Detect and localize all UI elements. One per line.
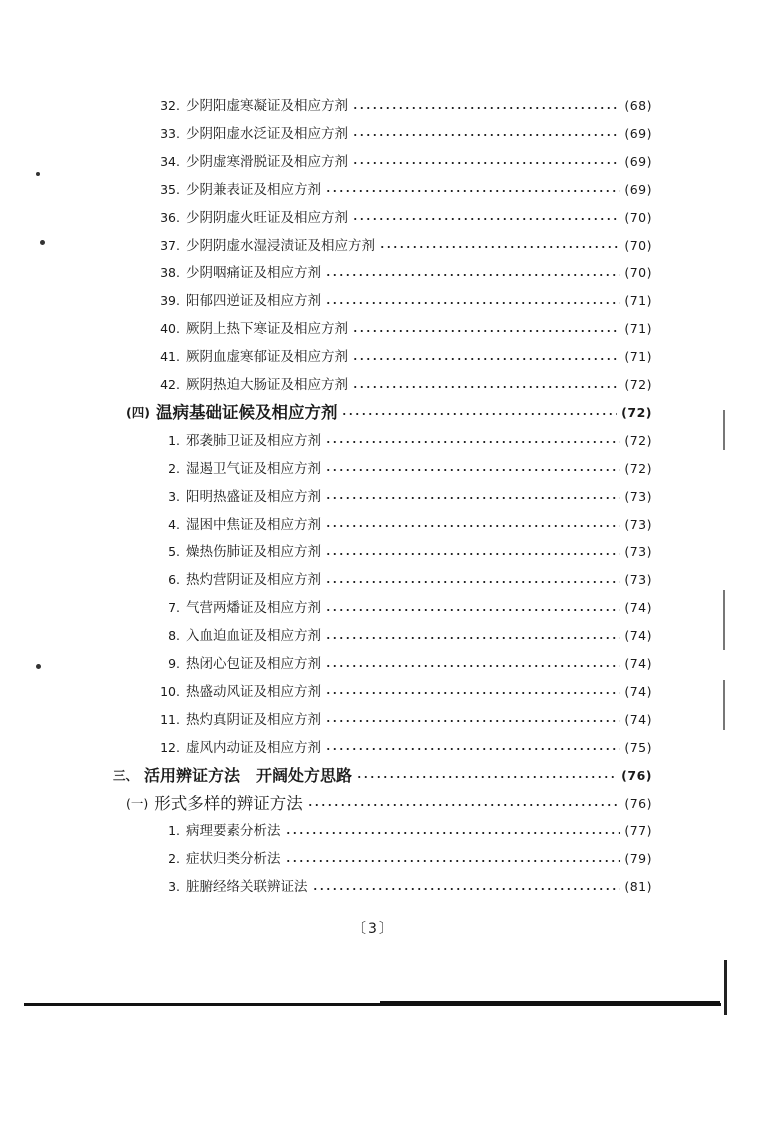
toc-entry-page: (72) (624, 432, 652, 448)
toc-entry (152, 595, 652, 621)
dot-leader (325, 720, 620, 722)
toc-entry-number: (一) (126, 795, 149, 811)
dot-leader (341, 413, 617, 415)
toc-entry (152, 567, 652, 593)
toc-entry-number: 10. (160, 683, 180, 699)
toc-entry-page: (70) (624, 265, 652, 281)
toc-entry-title: 湿困中焦证及相应方剂 (186, 516, 321, 533)
toc-entry (152, 260, 652, 286)
toc-entry-title: 厥阴血虚寒郁证及相应方剂 (186, 349, 348, 366)
dot-leader (325, 637, 620, 639)
toc-entry (152, 233, 652, 259)
dot-leader (307, 804, 621, 806)
toc-entry-page: (76) (621, 767, 652, 783)
toc-entry-number: 11. (160, 711, 180, 727)
dot-leader (352, 134, 620, 136)
toc-entry-page: (74) (624, 683, 652, 699)
toc-entry-number: 8. (168, 628, 180, 644)
toc-entry (152, 735, 652, 761)
toc-entry (152, 846, 652, 872)
toc-entry-title: 少阴咽痛证及相应方剂 (186, 265, 321, 282)
toc-entry-page: (77) (624, 823, 652, 839)
toc-entry (152, 679, 652, 705)
dot-leader (325, 581, 620, 583)
dot-leader (325, 190, 620, 192)
toc-entry-title: 热闭心包证及相应方剂 (186, 656, 321, 672)
dot-leader (352, 330, 620, 332)
toc-entry-title: 湿遏卫气证及相应方剂 (186, 460, 321, 477)
toc-entry-page: (76) (624, 795, 652, 811)
toc-entry-number: 33. (160, 125, 180, 141)
toc-entry-number: 41. (160, 349, 180, 365)
toc-entry-number: 三、 (113, 767, 139, 783)
dot-leader (325, 525, 620, 527)
toc-entry-page: (70) (624, 209, 652, 225)
toc-entry-number: 40. (160, 321, 180, 337)
toc-entry-title: 入血迫血证及相应方剂 (186, 628, 321, 645)
toc-entry-title: 活用辨证方法 开阔处方思路 (144, 765, 353, 785)
toc-entry (152, 651, 652, 677)
toc-entry-number: 1. (168, 823, 180, 839)
scan-speck (36, 172, 40, 176)
dot-leader (325, 469, 620, 471)
toc-entry (152, 177, 652, 203)
toc-entry-title: 少阴虚寒滑脱证及相应方剂 (186, 153, 348, 170)
toc-entry-title: 症状归类分析法 (186, 851, 281, 868)
dot-leader (325, 553, 620, 555)
dot-leader (325, 302, 620, 304)
scan-edge-mark (724, 960, 727, 1015)
toc-entry-number: 3. (168, 488, 180, 504)
toc-entry-page: (74) (624, 656, 652, 671)
toc-entry-page: (75) (624, 739, 652, 755)
toc-entry-page: (73) (624, 488, 652, 504)
toc-entry-title: 形式多样的辨证方法 (154, 793, 303, 813)
toc-entry-title: 少阴阴虚水湿浸渍证及相应方剂 (186, 237, 375, 254)
dot-leader (285, 832, 621, 834)
dot-leader (285, 860, 621, 862)
toc-entry (152, 316, 652, 342)
toc-entry (152, 344, 652, 370)
toc-entry-page: (69) (624, 125, 652, 141)
toc-entry-page: (73) (624, 572, 652, 588)
toc-entry-number: (四) (126, 404, 150, 420)
toc-entry (152, 539, 652, 565)
dot-leader (325, 748, 620, 750)
toc-entry (126, 400, 652, 426)
toc-entry (152, 456, 652, 482)
toc-entry (152, 428, 652, 454)
toc-entry-number: 37. (160, 237, 180, 253)
scan-edge-mark (723, 680, 725, 730)
toc-entry (152, 93, 652, 119)
toc-entry-title: 温病基础证候及相应方剂 (155, 402, 338, 422)
toc-entry (152, 512, 652, 538)
dot-leader (352, 107, 620, 109)
toc-entry (152, 288, 652, 314)
dot-leader (325, 665, 620, 667)
scan-edge-mark (723, 590, 725, 650)
toc-entry-title: 热灼真阴证及相应方剂 (186, 711, 321, 728)
toc-entry (152, 149, 652, 175)
toc-entry (113, 763, 652, 789)
toc-entry-number: 7. (168, 600, 180, 616)
toc-entry (152, 874, 652, 900)
toc-entry-number: 36. (160, 209, 180, 225)
toc-entry-page: (72) (624, 460, 652, 476)
toc-entry-number: 2. (168, 460, 180, 476)
toc-entry (152, 205, 652, 231)
toc-entry-title: 少阴阳虚水泛证及相应方剂 (186, 125, 348, 142)
toc-entry-number: 4. (168, 516, 180, 532)
toc-entry-number: 32. (160, 98, 180, 113)
toc-entry-page: (69) (624, 153, 652, 169)
scan-edge-mark (723, 410, 725, 450)
toc-entry-page: (81) (624, 879, 652, 895)
toc-entry (152, 707, 652, 733)
scan-speck (40, 240, 45, 245)
toc-entry-title: 气营两燔证及相应方剂 (186, 600, 321, 617)
toc-entry-number: 5. (168, 544, 180, 560)
toc-entry-page: (71) (624, 321, 652, 337)
dot-leader (325, 692, 620, 694)
toc-entry-title: 虚风内动证及相应方剂 (186, 739, 321, 756)
toc-entry (152, 121, 652, 147)
toc-entry-title: 厥阴热迫大肠证及相应方剂 (186, 377, 348, 393)
toc-entry-title: 热盛动风证及相应方剂 (186, 683, 321, 700)
toc-entry (152, 818, 652, 844)
bottom-rule-thick (380, 1001, 720, 1005)
toc-entry-page: (74) (624, 600, 652, 616)
toc-entry-page: (70) (624, 237, 652, 253)
dot-leader (352, 218, 620, 220)
toc-entry-number: 42. (160, 377, 180, 392)
toc-entry-title: 阳明热盛证及相应方剂 (186, 488, 321, 505)
toc-entry-title: 脏腑经络关联辨证法 (186, 879, 308, 896)
toc-entry-page: (71) (624, 293, 652, 309)
toc-entry-page: (72) (621, 404, 652, 420)
dot-leader (352, 162, 620, 164)
dot-leader (312, 888, 621, 890)
toc-entry-title: 少阴阳虚寒凝证及相应方剂 (186, 98, 348, 114)
toc-entry (152, 484, 652, 510)
toc-entry-title: 病理要素分析法 (186, 823, 281, 840)
toc-entry (126, 791, 652, 817)
toc-entry-page: (79) (624, 851, 652, 867)
toc-entry-page: (74) (624, 711, 652, 727)
toc-entry-page: (74) (624, 628, 652, 644)
toc-entry-page: (73) (624, 516, 652, 532)
toc-entry-title: 厥阴上热下寒证及相应方剂 (186, 321, 348, 338)
dot-leader (352, 358, 620, 360)
toc-entry-title: 阳郁四逆证及相应方剂 (186, 293, 321, 310)
toc-entry-title: 少阴阴虚火旺证及相应方剂 (186, 209, 348, 226)
dot-leader (356, 776, 617, 778)
dot-leader (325, 274, 620, 276)
toc-entry-number: 1. (168, 432, 180, 448)
toc-entry-number: 3. (168, 879, 180, 895)
dot-leader (325, 441, 620, 443)
toc-entry-number: 35. (160, 181, 180, 197)
dot-leader (325, 497, 620, 499)
toc-entry-number: 9. (168, 656, 180, 671)
dot-leader (379, 246, 620, 248)
scan-speck (36, 664, 41, 669)
toc-entry-number: 34. (160, 153, 180, 169)
toc-entry (152, 372, 652, 398)
toc-entry-number: 6. (168, 572, 180, 588)
dot-leader (352, 386, 620, 388)
dot-leader (325, 609, 620, 611)
toc-entry-title: 少阴兼表证及相应方剂 (186, 181, 321, 198)
toc-entry (152, 623, 652, 649)
toc-entry-title: 燥热伤肺证及相应方剂 (186, 544, 321, 561)
toc-entry-page: (72) (624, 377, 652, 392)
toc-entry-page: (71) (624, 349, 652, 365)
toc-entry-number: 38. (160, 265, 180, 281)
toc-entry-number: 39. (160, 293, 180, 309)
toc-entry-page: (69) (624, 181, 652, 197)
toc-entry-number: 2. (168, 851, 180, 867)
toc-entry-number: 12. (160, 739, 180, 755)
toc-entry-page: (73) (624, 544, 652, 560)
toc-entry-title: 热灼营阴证及相应方剂 (186, 572, 321, 589)
toc-entry-title: 邪袭肺卫证及相应方剂 (186, 432, 321, 449)
toc-entry-page: (68) (624, 98, 652, 113)
page-number: 〔3〕 (352, 921, 395, 937)
